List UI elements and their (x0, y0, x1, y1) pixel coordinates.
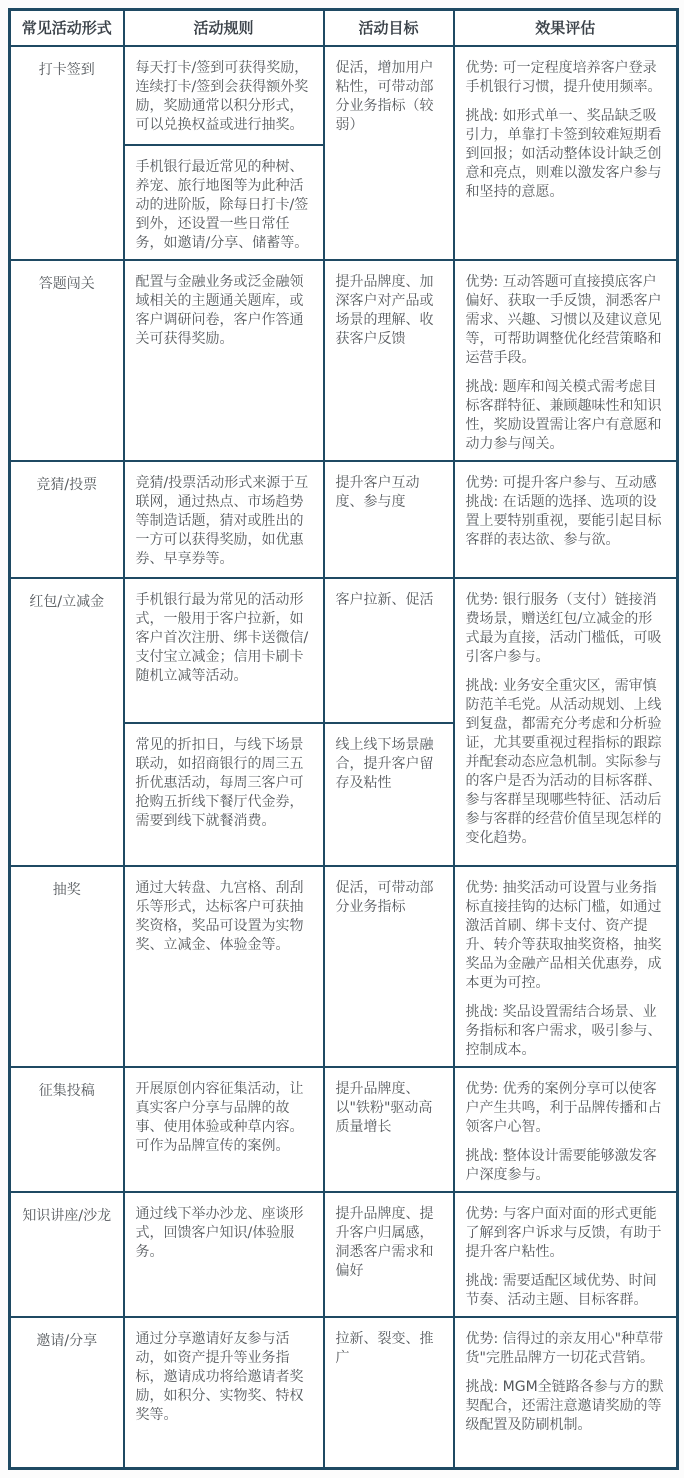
advantage-text: 优势: 可一定程度培养客户登录手机银行习惯，提升使用频率。 (465, 59, 662, 95)
challenge-text: 挑战: 题库和闯关模式需考虑目标客群特征、兼顾趣味性和知识性，奖励设置需让客户有意愿和动力参与闯关。 (465, 378, 662, 452)
goal-cell (324, 723, 454, 866)
goal-cell (324, 1317, 454, 1469)
rules-text: 常见的折扣日，与线下场景联动，如招商银行的周三五折优惠活动，每周三客户可抢购五折线下餐厅代金券，需要到线下就餐消费。 (135, 736, 304, 829)
table-row (10, 1067, 678, 1192)
row-label-redpacket-discount: 红包/立减金 (10, 578, 124, 866)
evaluation-cell (454, 578, 678, 866)
challenge-text: 挑战: 整体设计需要能够激发客户深度参与。 (465, 1147, 657, 1183)
rules-cell (124, 1192, 324, 1317)
goal-cell (324, 866, 454, 1067)
rules-cell (124, 723, 324, 866)
advantage-text: 优势: 银行服务（支付）链接消费场景，赠送红包/立减金的形式最为直接，活动门槛低，可吸引客户参与。 (465, 591, 662, 665)
row-label-checkin-signin: 打卡签到 (10, 46, 124, 260)
row-label-lottery: 抽奖 (10, 866, 124, 1067)
evaluation-cell (454, 866, 678, 1067)
goal-cell (324, 1067, 454, 1192)
activity-comparison-table (8, 8, 679, 1470)
rules-text: 手机银行最为常见的活动形式，一般用于客户拉新，如客户首次注册、绑卡送微信/支付宝立减金；信用卡刷卡随机立减等活动。 (135, 591, 309, 684)
rules-cell (124, 46, 324, 145)
column-header-effect-evaluation: 效果评估 (454, 10, 678, 46)
goal-text: 线上线下场景融合，提升客户留存及粘性 (335, 736, 434, 791)
advantage-text: 优势: 互动答题可直接摸底客户偏好、获取一手反馈，洞悉客户需求、兴趣、习惯以及建议意见等，可帮助调整优化经营策略和运营手段。 (465, 273, 662, 366)
goal-cell (324, 260, 454, 461)
goal-text: 提升品牌度、提升客户归属感，洞悉客户需求和偏好 (335, 1205, 434, 1279)
evaluation-cell (454, 1067, 678, 1192)
evaluation-cell (454, 46, 678, 260)
rules-cell (124, 866, 324, 1067)
table-row (10, 46, 678, 145)
rules-text: 竞猜/投票活动形式来源于互联网，通过热点、市场趋势等制造话题，猜对或胜出的一方可以获得奖励，如优惠券、早享券等。 (135, 474, 309, 567)
rules-cell (124, 1317, 324, 1469)
goal-text: 拉新、裂变、推广 (335, 1330, 434, 1366)
advantage-text: 优势: 抽奖活动可设置与业务指标直接挂钩的达标门槛，如通过激活首刷、绑卡支付、资产提升、转介等获取抽奖资格，抽奖奖品为金融产品相关优惠券，成本更为可控。 (465, 879, 662, 991)
advantage-text: 优势: 与客户面对面的形式更能了解到客户诉求与反馈，有助于提升客户粘性。 (465, 1205, 662, 1260)
challenge-text: 挑战: 业务安全重灾区，需审慎防范羊毛党。从活动规划、上线到复盘，都需充分考虑和分析验证，尤其要重视过程指标的跟踪并配套动态应急机制。实际参与的客户是否为活动的目标客群、参与客群呈现哪些特征、活动后参与客群的经营价值呈现怎样的变化趋势。 (465, 677, 662, 846)
column-header-activity-rules: 活动规则 (124, 10, 324, 46)
evaluation-cell (454, 1317, 678, 1469)
advantage-text: 优势: 可提升客户参与、互动感 (465, 474, 657, 491)
table-row (10, 866, 678, 1067)
row-label-lecture-salon: 知识讲座/沙龙 (10, 1192, 124, 1317)
goal-text: 提升品牌度、以"铁粉"驱动高质量增长 (335, 1080, 433, 1135)
challenge-text: 挑战: 奖品设置需结合场景、业务指标和客户需求，吸引参与、控制成本。 (465, 1003, 662, 1058)
table-row (10, 461, 678, 578)
goal-text: 促活，可带动部分业务指标 (335, 879, 434, 915)
column-header-activity-form: 常见活动形式 (10, 10, 124, 46)
goal-cell (324, 461, 454, 578)
rules-cell (124, 1067, 324, 1192)
goal-cell (324, 578, 454, 723)
rules-text: 通过大转盘、九宫格、刮刮乐等形式，达标客户可获抽奖资格，奖品可设置为实物奖、立减金、体验金等。 (135, 879, 304, 953)
evaluation-cell (454, 260, 678, 461)
goal-cell (324, 1192, 454, 1317)
table-row (10, 1192, 678, 1317)
rules-cell (124, 145, 324, 260)
row-label-quiz-challenge: 答题闯关 (10, 260, 124, 461)
rules-cell (124, 578, 324, 723)
goal-text: 客户拉新、促活 (335, 591, 434, 608)
rules-text: 开展原创内容征集活动，让真实客户分享与品牌的故事、使用体验或种草内容。可作为品牌宣传的案例。 (135, 1080, 304, 1154)
rules-text: 通过线下举办沙龙、座谈形式，回馈客户知识/体验服务。 (135, 1205, 304, 1260)
goal-text: 促活，增加用户粘性，可带动部分业务指标（较弱） (335, 59, 434, 133)
goal-text: 提升品牌度、加深客户对产品或场景的理解、收获客户反馈 (335, 273, 434, 347)
rules-cell (124, 461, 324, 578)
advantage-text: 优势: 优秀的案例分享可以使客户产生共鸣，利于品牌传播和占领客户心智。 (465, 1080, 662, 1135)
header-row (10, 10, 678, 46)
evaluation-cell (454, 461, 678, 578)
rules-text: 通过分享邀请好友参与活动，如资产提升等业务指标，邀请成功将给邀请者奖励，如积分、实物奖、特权奖等。 (135, 1330, 304, 1423)
goal-text: 提升客户互动度、参与度 (335, 474, 420, 510)
advantage-text: 优势: 信得过的亲友用心"种草带货"完胜品牌方一切花式营销。 (465, 1330, 664, 1366)
column-header-activity-goal: 活动目标 (324, 10, 454, 46)
rules-text: 配置与金融业务或泛金融领域相关的主题通关题库，或客户调研问卷，客户作答通关可获得奖励。 (135, 273, 304, 347)
table-row (10, 1317, 678, 1469)
table-row (10, 578, 678, 723)
rules-text: 手机银行最近常见的种树、养宠、旅行地图等为此种活动的进阶版，除每日打卡/签到外，还设置一些日常任务，如邀请/分享、储蓄等。 (135, 158, 309, 251)
challenge-text: 挑战: MGM全链路各参与方的默契配合，还需注意邀请奖励的等级配置及防刷机制。 (465, 1378, 664, 1433)
table-row (10, 260, 678, 461)
rules-text: 每天打卡/签到可获得奖励，连续打卡/签到会获得额外奖励，奖励通常以积分形式，可以兑换权益或进行抽奖。 (135, 59, 309, 133)
rules-cell (124, 260, 324, 461)
row-label-invite-share: 邀请/分享 (10, 1317, 124, 1469)
challenge-text: 挑战: 需要适配区域优势、时间节奏、活动主题、目标客群。 (465, 1272, 657, 1308)
evaluation-cell (454, 1192, 678, 1317)
row-label-guess-vote: 竞猜/投票 (10, 461, 124, 578)
challenge-text: 挑战: 在话题的选择、选项的设置上要特别重视，要能引起目标客群的表达欲、参与欲。 (465, 493, 662, 548)
goal-cell (324, 46, 454, 260)
challenge-text: 挑战: 如形式单一、奖品缺乏吸引力，单靠打卡签到较难短期看到回报；如活动整体设计缺乏创意和亮点，则难以激发客户参与和坚持的意愿。 (465, 107, 662, 200)
row-label-content-collection: 征集投稿 (10, 1067, 124, 1192)
